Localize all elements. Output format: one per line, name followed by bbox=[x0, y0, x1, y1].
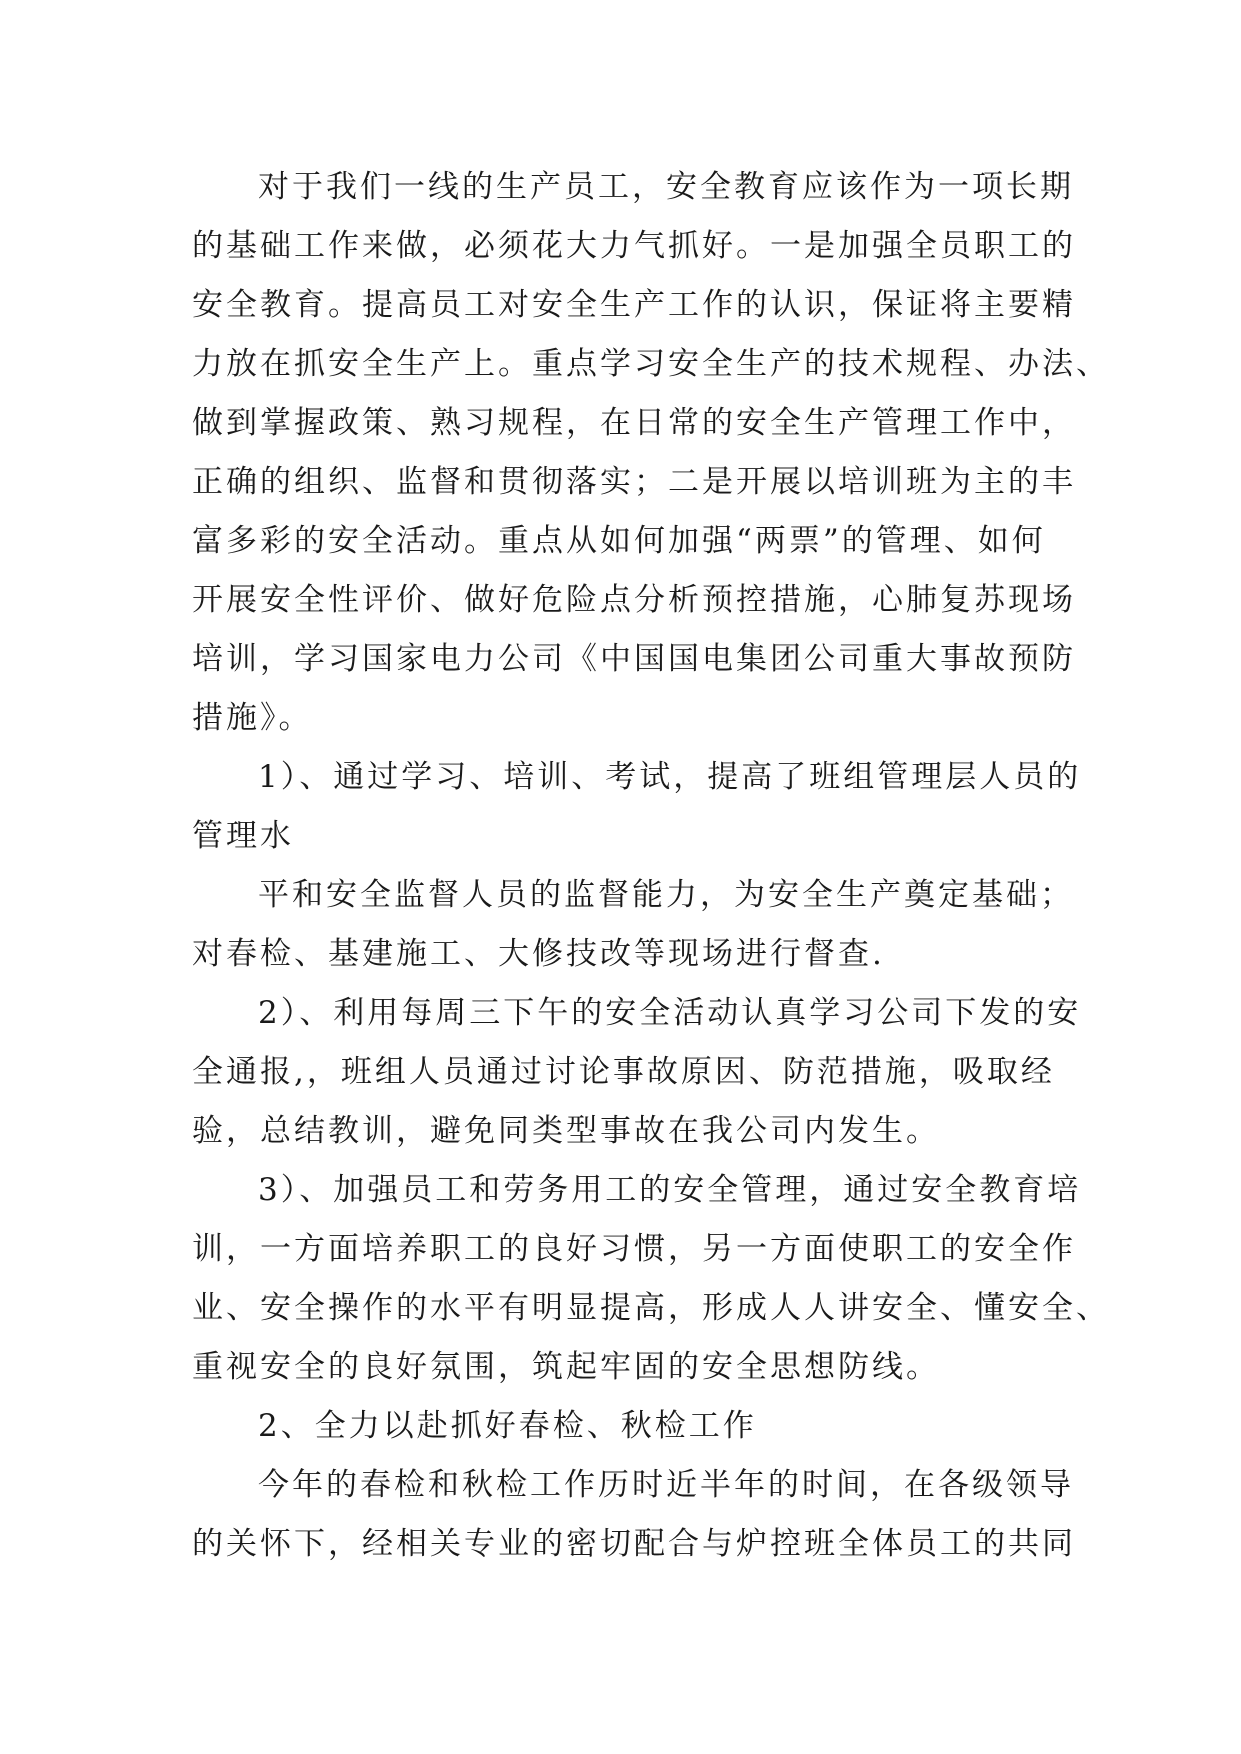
text-line: 力放在抓安全生产上。重点学习安全生产的技术规程、办法、 bbox=[192, 346, 1110, 382]
text-line: 2、全力以赴抓好春检、秋检工作 bbox=[258, 1408, 757, 1444]
text-line: 验，总结教训，避免同类型事故在我公司内发生。 bbox=[192, 1113, 940, 1149]
text-line: 培训，学习国家电力公司《中国国电集团公司重大事故预防 bbox=[192, 641, 1076, 677]
text-line: 安全教育。提高员工对安全生产工作的认识，保证将主要精 bbox=[192, 287, 1076, 323]
text-line: 富多彩的安全活动。重点从如何加强“两票”的管理、如何 bbox=[192, 523, 1046, 559]
paragraph-item-3 bbox=[192, 1161, 1110, 1397]
text-line: 开展安全性评价、做好危险点分析预控措施，心肺复苏现场 bbox=[192, 582, 1076, 618]
text-line: 对春检、基建施工、大修技改等现场进行督查. bbox=[192, 936, 885, 972]
text-line: 措施》。 bbox=[192, 700, 313, 736]
paragraph-item-1 bbox=[192, 748, 1082, 866]
document-body bbox=[192, 158, 1110, 1574]
text-line: 的基础工作来做，必须花大力气抓好。一是加强全员职工的 bbox=[192, 228, 1076, 264]
text-line: 管理水 bbox=[192, 818, 294, 854]
section-heading-inspection bbox=[192, 1397, 1052, 1456]
text-line: 1）、通过学习、培训、考试，提高了班组管理层人员的 bbox=[258, 759, 1082, 795]
text-line: 平和安全监督人员的监督能力，为安全生产奠定基础； bbox=[258, 877, 1074, 913]
text-line: 今年的春检和秋检工作历时近半年的时间，在各级领导 bbox=[258, 1467, 1074, 1503]
text-line: 业、安全操作的水平有明显提高，形成人人讲安全、懂安全、 bbox=[192, 1290, 1110, 1326]
text-line: 3）、加强员工和劳务用工的安全管理，通过安全教育培 bbox=[258, 1172, 1082, 1208]
text-line: 重视安全的良好氛围，筑起牢固的安全思想防线。 bbox=[192, 1349, 940, 1385]
paragraph-item-2 bbox=[192, 984, 1082, 1161]
text-line: 全通报,，班组人员通过讨论事故原因、防范措施，吸取经 bbox=[192, 1054, 1055, 1090]
text-line: 的关怀下，经相关专业的密切配合与炉控班全体员工的共同 bbox=[192, 1526, 1076, 1562]
text-line: 对于我们一线的生产员工，安全教育应该作为一项长期 bbox=[258, 169, 1074, 205]
text-line: 训，一方面培养职工的良好习惯，另一方面使职工的安全作 bbox=[192, 1231, 1076, 1267]
paragraph-safety-education bbox=[192, 158, 1110, 748]
paragraph-inspection-work bbox=[192, 1456, 1076, 1574]
text-line: 做到掌握政策、熟习规程，在日常的安全生产管理工作中， bbox=[192, 405, 1076, 441]
paragraph-item-1-continued bbox=[192, 866, 1074, 984]
text-line: 正确的组织、监督和贯彻落实；二是开展以培训班为主的丰 bbox=[192, 464, 1076, 500]
text-line: 2）、利用每周三下午的安全活动认真学习公司下发的安 bbox=[258, 995, 1082, 1031]
